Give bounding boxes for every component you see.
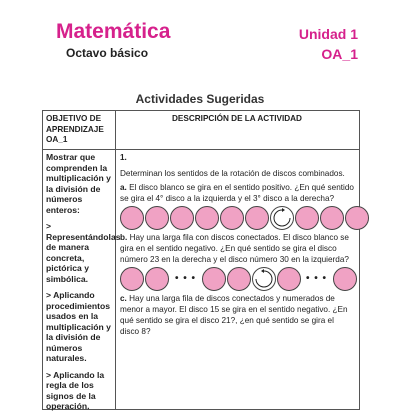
- white-disc: [270, 206, 294, 230]
- pink-disc: [145, 267, 169, 291]
- pink-disc: [220, 206, 244, 230]
- activities-table: [42, 110, 360, 410]
- objectives-cell: [46, 152, 121, 418]
- item-a-label: a.: [120, 183, 127, 192]
- objective-text: > Representándolas de manera concreta, pictórica y simbólica.: [46, 221, 121, 284]
- counterclockwise-arrow-icon: [271, 207, 293, 229]
- pink-disc: [170, 206, 194, 230]
- header-divider: [43, 149, 359, 150]
- objective-text: > Aplicando procedimientos usados en la multiplicación y la división de números naturales.: [46, 290, 111, 363]
- section-title: Actividades Sugeridas: [135, 92, 265, 106]
- pink-disc: [295, 206, 319, 230]
- pink-disc: [120, 267, 144, 291]
- column-divider: [115, 111, 116, 409]
- description-cell: [120, 152, 355, 337]
- activity-number: 1.: [120, 153, 127, 162]
- grade-subtitle: Octavo básico: [66, 46, 149, 60]
- pink-disc: [202, 267, 226, 291]
- clockwise-arrow-icon: [253, 268, 275, 290]
- item-b-label: b.: [120, 233, 128, 242]
- pink-disc: [120, 206, 144, 230]
- pink-disc: [277, 267, 301, 291]
- disc-row-b: [120, 265, 355, 293]
- objective-header: OBJETIVO DE APRENDIZAJE OA_1: [46, 114, 104, 144]
- item-c-question: Hay una larga fila de discos conectados y numerados de menor a mayor. El disco 15 se gira en el sentido negativo. ¿En qué sentido se gira el disco 21?, ¿en qué sentido se gira el disco 8?: [120, 294, 348, 336]
- item-b-question: Hay una larga fila con discos conectados. El disco blanco se gira en el sentido negativo. ¿En qué sentido se gira el disco número 23 en la derecha y el disco número 30 en la izquierda?: [120, 233, 349, 264]
- pink-disc: [195, 206, 219, 230]
- activity-intro: Determinan los sentidos de la rotación de discos combinados.: [120, 169, 345, 178]
- pink-disc: [320, 206, 344, 230]
- unit-label: Unidad 1: [298, 26, 358, 42]
- pink-disc: [345, 206, 369, 230]
- objective-text: Mostrar que comprenden la multiplicación y la división de números enteros:: [46, 152, 111, 215]
- disc-row-a: [120, 204, 355, 232]
- oa-label: OA_1: [321, 46, 358, 62]
- item-a-question: El disco blanco se gira en el sentido positivo. ¿En qué sentido se gira el 4° disco a la izquierda y el 3° disco a la derecha?: [120, 183, 354, 203]
- ellipsis-dots: • • •: [175, 273, 197, 284]
- objective-text: > Aplicando la regla de los signos de la operación.: [46, 369, 105, 411]
- pink-disc: [333, 267, 357, 291]
- pink-disc: [245, 206, 269, 230]
- pink-disc: [145, 206, 169, 230]
- pink-disc: [227, 267, 251, 291]
- item-b-text: [120, 232, 355, 265]
- description-header: DESCRIPCIÓN DE LA ACTIVIDAD: [172, 114, 302, 123]
- item-c-text: [120, 293, 355, 337]
- item-c-label: c.: [120, 294, 127, 303]
- subject-title: Matemática: [56, 20, 171, 43]
- header-right: [299, 26, 358, 62]
- header-left: [56, 20, 170, 60]
- ellipsis-dots: • • •: [306, 273, 328, 284]
- item-a-text: [120, 182, 355, 204]
- white-disc: [252, 267, 276, 291]
